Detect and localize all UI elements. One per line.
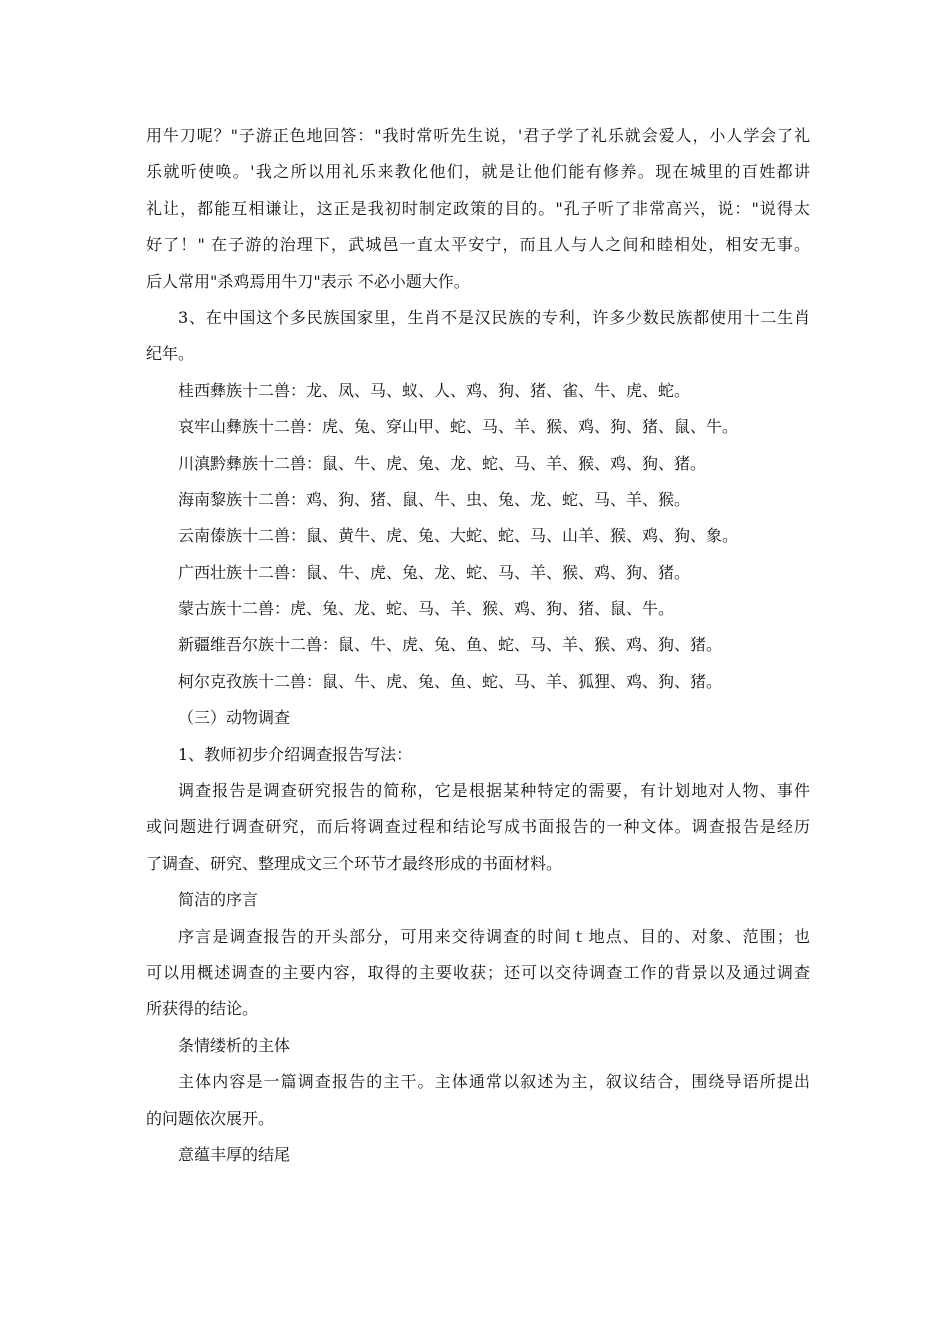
text-line: 纪年。 [146, 344, 195, 364]
text-line: （三）动物调查 [178, 708, 291, 728]
text-line: 用牛刀呢？"子游正色地回答："我时常听先生说，'君子学了礼乐就会爱人，小人学会了礼 [146, 126, 810, 145]
text-line: 简洁的序言 [178, 890, 259, 910]
text-line: 了调查、研究、整理成文三个环节才最终形成的书面材料。 [146, 853, 563, 873]
text-line: 广西壮族十二兽：鼠、牛、虎、兔、龙、蛇、马、羊、猴、鸡、狗、猪。 [178, 562, 691, 582]
text-line: 川滇黔彝族十二兽：鼠、牛、虎、兔、龙、蛇、马、羊、猴、鸡、狗、猪。 [178, 453, 707, 473]
text-line: 1、教师初步介绍调查报告写法： [178, 744, 413, 764]
text-line: 3、在中国这个多民族国家里，生肖不是汉民族的专利，许多少数民族都使用十二生肖 [178, 307, 810, 327]
text-line: 新疆维吾尔族十二兽：鼠、牛、虎、兔、鱼、蛇、马、羊、猴、鸡、狗、猪。 [178, 635, 723, 655]
text-line: 所获得的结论。 [146, 999, 259, 1019]
text-line: 后人常用"杀鸡焉用牛刀"表示 不必小题大作。 [146, 271, 470, 291]
text-line: 或问题进行调查研究，而后将调查过程和结论写成书面报告的一种文体。调查报告是经历 [146, 817, 810, 837]
text-line: 的问题依次展开。 [146, 1108, 275, 1128]
text-line: 云南傣族十二兽：鼠、黄牛、虎、兔、大蛇、蛇、马、山羊、猴、鸡、狗、象。 [178, 526, 739, 546]
text-line: 乐就听使唤。'我之所以用礼乐来教化他们，就是让他们能有修养。现在城里的百姓都讲 [146, 162, 810, 182]
text-line: 可以用概述调查的主要内容，取得的主要收获；还可以交待调查工作的背景以及通过调查 [146, 962, 810, 982]
text-line: 调查报告是调查研究报告的简称，它是根据某种特定的需要，有计划地对人物、事件 [178, 781, 810, 801]
document-body [146, 118, 810, 1173]
text-line: 主体内容是一篇调查报告的主干。主体通常以叙述为主，叙议结合，围绕导语所提出 [178, 1072, 810, 1092]
text-line: 海南黎族十二兽：鸡、狗、猪、鼠、牛、虫、兔、龙、蛇、马、羊、猴。 [178, 489, 691, 509]
text-line: 序言是调查报告的开头部分，可用来交待调查的时间ｔ地点、目的、对象、范围；也 [178, 926, 810, 946]
text-line: 意蕴丰厚的结尾 [178, 1144, 291, 1164]
text-line: 条情缕析的主体 [178, 1035, 291, 1055]
text-line: 柯尔克孜族十二兽：鼠、牛、虎、兔、鱼、蛇、马、羊、狐狸、鸡、狗、猪。 [178, 671, 723, 691]
text-line: 好了！" 在子游的治理下，武城邑一直太平安宁，而且人与人之间和睦相处，相安无事。 [146, 235, 810, 255]
text-line: 哀牢山彝族十二兽：虎、兔、穿山甲、蛇、马、羊、猴、鸡、狗、猪、鼠、牛。 [178, 417, 739, 437]
text-line: 桂西彝族十二兽：龙、凤、马、蚁、人、鸡、狗、猪、雀、牛、虎、蛇。 [178, 380, 691, 400]
text-line: 礼让，都能互相谦让，这正是我初时制定政策的目的。"孔子听了非常高兴，说："说得太 [146, 198, 810, 218]
text-line: 蒙古族十二兽：虎、兔、龙、蛇、马、羊、猴、鸡、狗、猪、鼠、牛。 [178, 599, 675, 619]
